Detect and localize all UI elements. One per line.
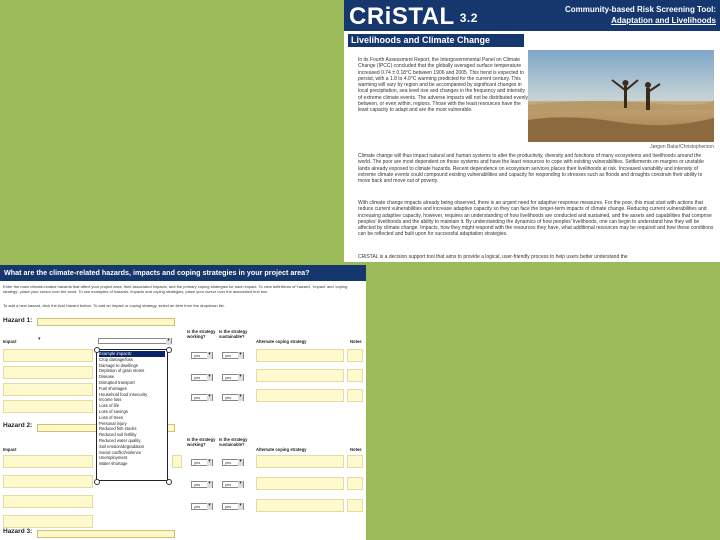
col-strategy-sustainable: Is the strategy sustainable? xyxy=(219,437,248,447)
impact-cell[interactable] xyxy=(3,495,93,508)
hazards-form-panel xyxy=(0,265,366,540)
dropdown-option[interactable]: Reduced soil fertility xyxy=(99,432,137,438)
dropdown-option[interactable]: Disease xyxy=(99,374,115,380)
impact-cell[interactable] xyxy=(3,366,93,379)
coping-strategy-cell[interactable] xyxy=(172,455,182,468)
dropdown-option[interactable]: Damage to dwellings xyxy=(99,362,138,368)
col-alternate-strategy: Alternate coping strategy xyxy=(256,447,307,452)
sustainable-select[interactable]: yes ▾ xyxy=(222,394,244,401)
sustainable-select[interactable]: yes ▾ xyxy=(222,481,244,488)
cristal-logo: CRiSTAL 3.2 xyxy=(349,3,478,30)
dropdown-option[interactable]: Depletion of grain stores xyxy=(99,368,145,374)
impact-dropdown-list[interactable] xyxy=(96,349,168,481)
tool-title-line1: Community-based Risk Screening Tool: xyxy=(565,5,716,14)
col-impact: Impact xyxy=(3,447,17,452)
form-intro: Enter the main climate-related hazards that affect your project area, their associated impacts, and the primary coping strategies for each impact. To view definitions of 'hazard', 'impact' and 'coping strategy', place your cursor over the word. To see examples of hazards, impacts and coping strategies, place your cursor over the associated text box. xyxy=(3,284,348,294)
col-impact: Impact xyxy=(3,339,17,344)
col-alternate-strategy: Alternate coping strategy xyxy=(256,339,307,344)
section-title: Livelihoods and Climate Change xyxy=(348,34,524,47)
dropdown-option[interactable]: Social conflict/violence xyxy=(99,449,142,455)
alternate-strategy-cell[interactable] xyxy=(256,349,344,362)
selection-handle[interactable] xyxy=(94,479,100,485)
notes-cell[interactable] xyxy=(347,369,363,382)
dropdown-option[interactable]: Example impacts: xyxy=(99,351,165,357)
working-select[interactable]: yes ▾ xyxy=(191,352,213,359)
sustainable-select[interactable]: yes ▾ xyxy=(222,503,244,510)
dropdown-option[interactable]: Crop damage/loss xyxy=(99,356,133,362)
dropdown-option[interactable]: Income loss xyxy=(99,397,122,403)
dropdown-option[interactable]: Loss of savings xyxy=(99,408,128,414)
notes-cell[interactable] xyxy=(347,455,363,468)
sustainable-select[interactable]: yes ▾ xyxy=(222,352,244,359)
sustainable-select[interactable]: yes ▾ xyxy=(222,374,244,381)
dropdown-option[interactable]: Loss of trees xyxy=(99,414,123,420)
paragraph-4: CRiSTAL is a decision support tool that aims to provide a logical, user-friendly process to help users better understand the xyxy=(358,254,628,260)
impact-cell[interactable] xyxy=(3,455,93,468)
col-notes: Notes xyxy=(350,447,362,452)
impact-cell[interactable] xyxy=(3,475,93,488)
hazard-2-label: Hazard 2: xyxy=(3,422,33,429)
tool-title-line2: Adaptation and Livelihoods xyxy=(611,16,716,25)
alternate-strategy-cell[interactable] xyxy=(256,389,344,402)
dropdown-option[interactable]: Reduced water quality xyxy=(99,437,141,443)
impact-cell[interactable] xyxy=(3,383,93,396)
hazard-1-label: Hazard 1: xyxy=(3,317,33,324)
dropdown-option[interactable]: Reduced fish stocks xyxy=(99,426,137,432)
alternate-strategy-cell[interactable] xyxy=(256,499,344,512)
col-strategy-working: Is the strategy working? xyxy=(187,437,216,447)
dropdown-option[interactable]: Personal injury xyxy=(99,420,127,426)
hazard-1-input[interactable] xyxy=(37,318,175,326)
form-title: What are the climate-related hazards, impacts and coping strategies in your project area? xyxy=(0,265,366,281)
hazard-3-input[interactable] xyxy=(37,530,175,538)
alternate-strategy-cell[interactable] xyxy=(256,369,344,382)
notes-cell[interactable] xyxy=(347,349,363,362)
impact-dropdown-arrow-icon[interactable]: ▾ xyxy=(38,336,41,342)
version-number: 3.2 xyxy=(459,10,478,25)
dropdown-option[interactable]: Water shortage xyxy=(99,461,128,467)
working-select[interactable]: yes ▾ xyxy=(191,503,213,510)
notes-cell[interactable] xyxy=(347,389,363,402)
coping-strategy-select[interactable] xyxy=(98,338,172,344)
alternate-strategy-cell[interactable] xyxy=(256,477,344,490)
col-notes: Notes xyxy=(350,339,362,344)
dropdown-option[interactable]: Fuel shortages xyxy=(99,385,127,391)
col-strategy-working: Is the strategy working? xyxy=(187,329,216,339)
dropdown-option[interactable]: Household food insecurity xyxy=(99,391,148,397)
cristal-document-panel xyxy=(344,0,720,262)
intro-paragraph: In its Fourth Assessment Report, the Intergovernmental Panel on Climate Change (IPCC) concluded that the globally averaged surface temperature increased 0.74 ± 0.18°C between 1906 and 2005. This trend is expected to persist, with a 1.8 to 4.0°C warming predicted for the current century. This warming will vary by region and be accompanied by significant changes in local precipitation, sea level rise and changes in the frequency and intensity of extreme climate events. The adverse impacts will not be distributed evenly between, or even within, regions. Those with the least resources have the least capacity to adapt and are the most vulnerable. xyxy=(358,57,528,114)
impact-cell[interactable] xyxy=(3,349,93,362)
selection-handle[interactable] xyxy=(166,347,172,353)
working-select[interactable]: yes ▾ xyxy=(191,374,213,381)
paragraph-3: With climate change impacts already being observed, there is an urgent need for adaptive response measures. For the poor, this must start with actions that reduce current vulnerabilities and increase adaptive capacity so they can face the longer-term impacts of climate change. Reducing current vulnerabilities and increasing adaptive capacity, however, requires an understanding of how livelihoods are conducted and sustained, and the assets and capabilities that comprise peoples' livelihoods and the ability to maintain it. By understanding the dynamics of how peoples' livelihoods, one can begin to understand how they will be affected by climate change. Impacts, how they might respond with the resources they have, what additional resources may be required and how these conditions can be reflected and built upon for successful adaptation strategies. xyxy=(358,200,714,238)
working-select[interactable]: yes ▾ xyxy=(191,394,213,401)
photo-people-in-desert xyxy=(528,50,714,142)
impact-cell[interactable] xyxy=(3,515,93,528)
working-select[interactable]: yes ▾ xyxy=(191,481,213,488)
impact-cell[interactable] xyxy=(3,400,93,413)
dropdown-option[interactable]: Disrupted transport xyxy=(99,379,135,385)
dropdown-option[interactable]: Loss of life xyxy=(99,403,120,409)
paragraph-2: Climate change will thus impact natural and human systems to alter the productivity, diversity and functions of many ecosystems and livelihoods around the world. The poor are most dependent on these systems and have the least resources to cope with existing vulnerabilities. Settlements on margins or unstable lands already exposed to climate hazards. Recent dependence on ecosystem services places their livelihoods at risk. Increased variability and intensity of extreme climate events could compound existing vulnerabilities and capacity for responding to stresses such as floods and droughts constrain their ability to move back and move out of poverty. xyxy=(358,153,704,185)
col-strategy-sustainable: Is the strategy sustainable? xyxy=(219,329,248,339)
notes-cell[interactable] xyxy=(347,477,363,490)
working-select[interactable]: yes ▾ xyxy=(191,459,213,466)
selection-handle[interactable] xyxy=(166,479,172,485)
notes-cell[interactable] xyxy=(347,499,363,512)
tool-title xyxy=(565,4,716,26)
selection-handle[interactable] xyxy=(94,347,100,353)
dropdown-option[interactable]: Soil erosion/degradation xyxy=(99,443,145,449)
alternate-strategy-cell[interactable] xyxy=(256,455,344,468)
sustainable-select[interactable]: yes ▾ xyxy=(222,459,244,466)
dropdown-option[interactable]: Unemployment xyxy=(99,455,128,461)
hazard-3-label: Hazard 3: xyxy=(3,528,33,535)
photo-caption: Jørgen Balar/Christopherson xyxy=(650,144,714,150)
form-instructions: To add a new hazard, click the Add Hazard button. To add an impact or coping strategy, select an item from the dropdown list. xyxy=(3,303,225,308)
